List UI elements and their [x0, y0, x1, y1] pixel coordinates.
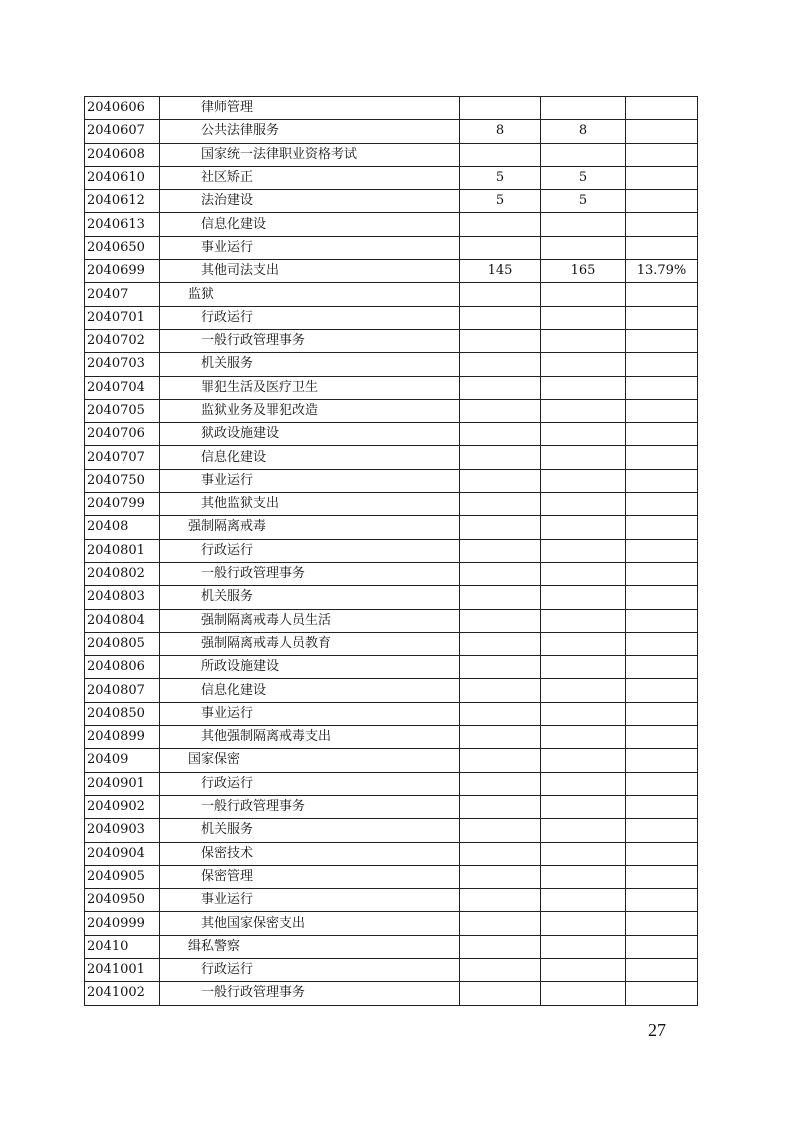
- value-cell-3: [626, 516, 698, 539]
- code-cell: 2040899: [85, 726, 160, 749]
- table-row: [85, 795, 698, 818]
- table-row: [85, 772, 698, 795]
- page-number: 27: [648, 1020, 666, 1040]
- value-cell-1: [460, 795, 541, 818]
- value-cell-2: [541, 632, 626, 655]
- value-cell-1: [460, 749, 541, 772]
- value-cell-3: [626, 772, 698, 795]
- code-cell: 2040612: [85, 190, 160, 213]
- value-cell-1: [460, 819, 541, 842]
- value-cell-1: [460, 702, 541, 725]
- value-cell-3: [626, 166, 698, 189]
- value-cell-3: [626, 539, 698, 562]
- value-cell-3: [626, 97, 698, 120]
- table-row: [85, 702, 698, 725]
- value-cell-3: [626, 819, 698, 842]
- value-cell-1: 5: [460, 190, 541, 213]
- code-cell: 2040606: [85, 97, 160, 120]
- table-row: [85, 819, 698, 842]
- value-cell-2: [541, 656, 626, 679]
- value-cell-2: [541, 353, 626, 376]
- code-cell: 2040804: [85, 609, 160, 632]
- value-cell-2: 8: [541, 120, 626, 143]
- value-cell-1: [460, 865, 541, 888]
- name-cell: 一般行政管理事务: [160, 329, 460, 352]
- value-cell-3: [626, 143, 698, 166]
- table-row: [85, 656, 698, 679]
- name-cell: 法治建设: [160, 190, 460, 213]
- name-cell: 社区矫正: [160, 166, 460, 189]
- table-row: [85, 260, 698, 283]
- table-row: [85, 865, 698, 888]
- value-cell-2: [541, 865, 626, 888]
- code-cell: 20407: [85, 283, 160, 306]
- value-cell-2: [541, 842, 626, 865]
- value-cell-2: 165: [541, 260, 626, 283]
- value-cell-2: [541, 772, 626, 795]
- value-cell-3: [626, 306, 698, 329]
- name-cell: 事业运行: [160, 469, 460, 492]
- code-cell: 2040850: [85, 702, 160, 725]
- code-cell: 2040706: [85, 423, 160, 446]
- value-cell-2: [541, 329, 626, 352]
- name-cell: 强制隔离戒毒人员生活: [160, 609, 460, 632]
- value-cell-2: [541, 493, 626, 516]
- name-cell: 其他监狱支出: [160, 493, 460, 516]
- code-cell: 2040607: [85, 120, 160, 143]
- value-cell-1: [460, 586, 541, 609]
- value-cell-1: [460, 958, 541, 981]
- name-cell: 事业运行: [160, 889, 460, 912]
- table-row: [85, 120, 698, 143]
- name-cell: 一般行政管理事务: [160, 982, 460, 1005]
- value-cell-2: [541, 516, 626, 539]
- name-cell: 行政运行: [160, 958, 460, 981]
- value-cell-2: [541, 562, 626, 585]
- value-cell-1: [460, 353, 541, 376]
- code-cell: 2040903: [85, 819, 160, 842]
- value-cell-3: [626, 726, 698, 749]
- name-cell: 信息化建设: [160, 446, 460, 469]
- value-cell-2: [541, 609, 626, 632]
- name-cell: 强制隔离戒毒人员教育: [160, 632, 460, 655]
- table-row: [85, 353, 698, 376]
- value-cell-2: [541, 399, 626, 422]
- value-cell-2: [541, 446, 626, 469]
- value-cell-1: [460, 516, 541, 539]
- value-cell-3: [626, 632, 698, 655]
- code-cell: 20408: [85, 516, 160, 539]
- table-row: [85, 726, 698, 749]
- value-cell-3: [626, 399, 698, 422]
- value-cell-2: [541, 958, 626, 981]
- value-cell-2: 5: [541, 190, 626, 213]
- value-cell-3: [626, 609, 698, 632]
- code-cell: 2040703: [85, 353, 160, 376]
- value-cell-1: [460, 912, 541, 935]
- value-cell-3: [626, 702, 698, 725]
- name-cell: 机关服务: [160, 353, 460, 376]
- value-cell-1: [460, 842, 541, 865]
- value-cell-2: [541, 586, 626, 609]
- table-row: [85, 889, 698, 912]
- value-cell-3: [626, 493, 698, 516]
- name-cell: 缉私警察: [160, 935, 460, 958]
- name-cell: 行政运行: [160, 772, 460, 795]
- table-row: [85, 143, 698, 166]
- value-cell-1: [460, 446, 541, 469]
- value-cell-2: [541, 749, 626, 772]
- value-cell-1: [460, 376, 541, 399]
- table-row: [85, 609, 698, 632]
- name-cell: 监狱业务及罪犯改造: [160, 399, 460, 422]
- value-cell-1: [460, 726, 541, 749]
- code-cell: 2040802: [85, 562, 160, 585]
- code-cell: 2040699: [85, 260, 160, 283]
- value-cell-3: [626, 935, 698, 958]
- name-cell: 律师管理: [160, 97, 460, 120]
- table-row: [85, 283, 698, 306]
- value-cell-2: [541, 423, 626, 446]
- value-cell-1: 145: [460, 260, 541, 283]
- value-cell-2: [541, 236, 626, 259]
- value-cell-3: [626, 446, 698, 469]
- value-cell-1: [460, 469, 541, 492]
- value-cell-1: [460, 609, 541, 632]
- value-cell-1: [460, 283, 541, 306]
- code-cell: 2040799: [85, 493, 160, 516]
- value-cell-1: [460, 656, 541, 679]
- value-cell-3: [626, 679, 698, 702]
- value-cell-3: [626, 958, 698, 981]
- code-cell: 20410: [85, 935, 160, 958]
- code-cell: 2040750: [85, 469, 160, 492]
- table-row: [85, 632, 698, 655]
- table-row: [85, 982, 698, 1005]
- name-cell: 狱政设施建设: [160, 423, 460, 446]
- value-cell-3: [626, 912, 698, 935]
- value-cell-2: [541, 679, 626, 702]
- value-cell-1: [460, 423, 541, 446]
- table-body: [85, 97, 698, 1006]
- value-cell-3: [626, 562, 698, 585]
- value-cell-2: [541, 213, 626, 236]
- code-cell: 2040904: [85, 842, 160, 865]
- value-cell-3: [626, 329, 698, 352]
- value-cell-3: [626, 982, 698, 1005]
- table-row: [85, 935, 698, 958]
- value-cell-3: [626, 120, 698, 143]
- name-cell: 行政运行: [160, 539, 460, 562]
- table-row: [85, 446, 698, 469]
- value-cell-2: [541, 97, 626, 120]
- value-cell-1: [460, 982, 541, 1005]
- table-row: [85, 376, 698, 399]
- value-cell-1: [460, 889, 541, 912]
- value-cell-2: [541, 912, 626, 935]
- table-row: [85, 423, 698, 446]
- code-cell: 2041001: [85, 958, 160, 981]
- code-cell: 2040999: [85, 912, 160, 935]
- table-row: [85, 329, 698, 352]
- code-cell: 2040803: [85, 586, 160, 609]
- value-cell-1: [460, 329, 541, 352]
- value-cell-2: [541, 726, 626, 749]
- table-row: [85, 166, 698, 189]
- value-cell-3: [626, 865, 698, 888]
- value-cell-1: [460, 493, 541, 516]
- code-cell: 2040806: [85, 656, 160, 679]
- value-cell-1: 5: [460, 166, 541, 189]
- code-cell: 2040610: [85, 166, 160, 189]
- value-cell-3: [626, 423, 698, 446]
- value-cell-2: [541, 889, 626, 912]
- value-cell-2: [541, 283, 626, 306]
- value-cell-3: [626, 889, 698, 912]
- name-cell: 行政运行: [160, 306, 460, 329]
- value-cell-1: [460, 679, 541, 702]
- table-row: [85, 562, 698, 585]
- value-cell-2: [541, 702, 626, 725]
- name-cell: 信息化建设: [160, 213, 460, 236]
- name-cell: 事业运行: [160, 236, 460, 259]
- code-cell: 20409: [85, 749, 160, 772]
- name-cell: 机关服务: [160, 586, 460, 609]
- value-cell-3: [626, 586, 698, 609]
- name-cell: 强制隔离戒毒: [160, 516, 460, 539]
- name-cell: 其他司法支出: [160, 260, 460, 283]
- budget-table: [84, 96, 698, 1006]
- value-cell-3: [626, 190, 698, 213]
- value-cell-3: [626, 236, 698, 259]
- code-cell: 2040701: [85, 306, 160, 329]
- value-cell-3: [626, 656, 698, 679]
- value-cell-1: [460, 399, 541, 422]
- value-cell-1: [460, 632, 541, 655]
- code-cell: 2041002: [85, 982, 160, 1005]
- value-cell-2: [541, 982, 626, 1005]
- name-cell: 一般行政管理事务: [160, 795, 460, 818]
- name-cell: 信息化建设: [160, 679, 460, 702]
- code-cell: 2040901: [85, 772, 160, 795]
- value-cell-2: [541, 819, 626, 842]
- table-row: [85, 469, 698, 492]
- name-cell: 国家保密: [160, 749, 460, 772]
- name-cell: 监狱: [160, 283, 460, 306]
- code-cell: 2040707: [85, 446, 160, 469]
- value-cell-3: [626, 213, 698, 236]
- table-row: [85, 912, 698, 935]
- value-cell-1: [460, 236, 541, 259]
- value-cell-2: 5: [541, 166, 626, 189]
- name-cell: 一般行政管理事务: [160, 562, 460, 585]
- table-row: [85, 306, 698, 329]
- name-cell: 所政设施建设: [160, 656, 460, 679]
- value-cell-3: [626, 469, 698, 492]
- value-cell-3: [626, 795, 698, 818]
- name-cell: 保密管理: [160, 865, 460, 888]
- code-cell: 2040801: [85, 539, 160, 562]
- value-cell-2: [541, 539, 626, 562]
- value-cell-1: [460, 213, 541, 236]
- code-cell: 2040902: [85, 795, 160, 818]
- code-cell: 2040608: [85, 143, 160, 166]
- table-row: [85, 236, 698, 259]
- table-row: [85, 190, 698, 213]
- value-cell-1: [460, 306, 541, 329]
- table-row: [85, 213, 698, 236]
- table-row: [85, 749, 698, 772]
- code-cell: 2040807: [85, 679, 160, 702]
- code-cell: 2040805: [85, 632, 160, 655]
- value-cell-1: [460, 935, 541, 958]
- table-row: [85, 679, 698, 702]
- code-cell: 2040705: [85, 399, 160, 422]
- value-cell-1: [460, 143, 541, 166]
- table-row: [85, 586, 698, 609]
- code-cell: 2040702: [85, 329, 160, 352]
- table-row: [85, 516, 698, 539]
- value-cell-1: [460, 562, 541, 585]
- value-cell-3: [626, 376, 698, 399]
- table-row: [85, 539, 698, 562]
- code-cell: 2040650: [85, 236, 160, 259]
- value-cell-3: [626, 749, 698, 772]
- name-cell: 机关服务: [160, 819, 460, 842]
- code-cell: 2040950: [85, 889, 160, 912]
- table-row: [85, 399, 698, 422]
- value-cell-2: [541, 143, 626, 166]
- value-cell-3: [626, 842, 698, 865]
- value-cell-2: [541, 795, 626, 818]
- value-cell-3: 13.79%: [626, 260, 698, 283]
- value-cell-1: [460, 772, 541, 795]
- value-cell-2: [541, 469, 626, 492]
- name-cell: 公共法律服务: [160, 120, 460, 143]
- value-cell-3: [626, 353, 698, 376]
- value-cell-2: [541, 306, 626, 329]
- table-row: [85, 493, 698, 516]
- table-row: [85, 97, 698, 120]
- value-cell-2: [541, 376, 626, 399]
- name-cell: 国家统一法律职业资格考试: [160, 143, 460, 166]
- code-cell: 2040613: [85, 213, 160, 236]
- name-cell: 罪犯生活及医疗卫生: [160, 376, 460, 399]
- name-cell: 其他强制隔离戒毒支出: [160, 726, 460, 749]
- value-cell-1: 8: [460, 120, 541, 143]
- table-row: [85, 958, 698, 981]
- code-cell: 2040905: [85, 865, 160, 888]
- value-cell-1: [460, 539, 541, 562]
- value-cell-3: [626, 283, 698, 306]
- value-cell-1: [460, 97, 541, 120]
- name-cell: 其他国家保密支出: [160, 912, 460, 935]
- code-cell: 2040704: [85, 376, 160, 399]
- name-cell: 事业运行: [160, 702, 460, 725]
- value-cell-2: [541, 935, 626, 958]
- table-row: [85, 842, 698, 865]
- name-cell: 保密技术: [160, 842, 460, 865]
